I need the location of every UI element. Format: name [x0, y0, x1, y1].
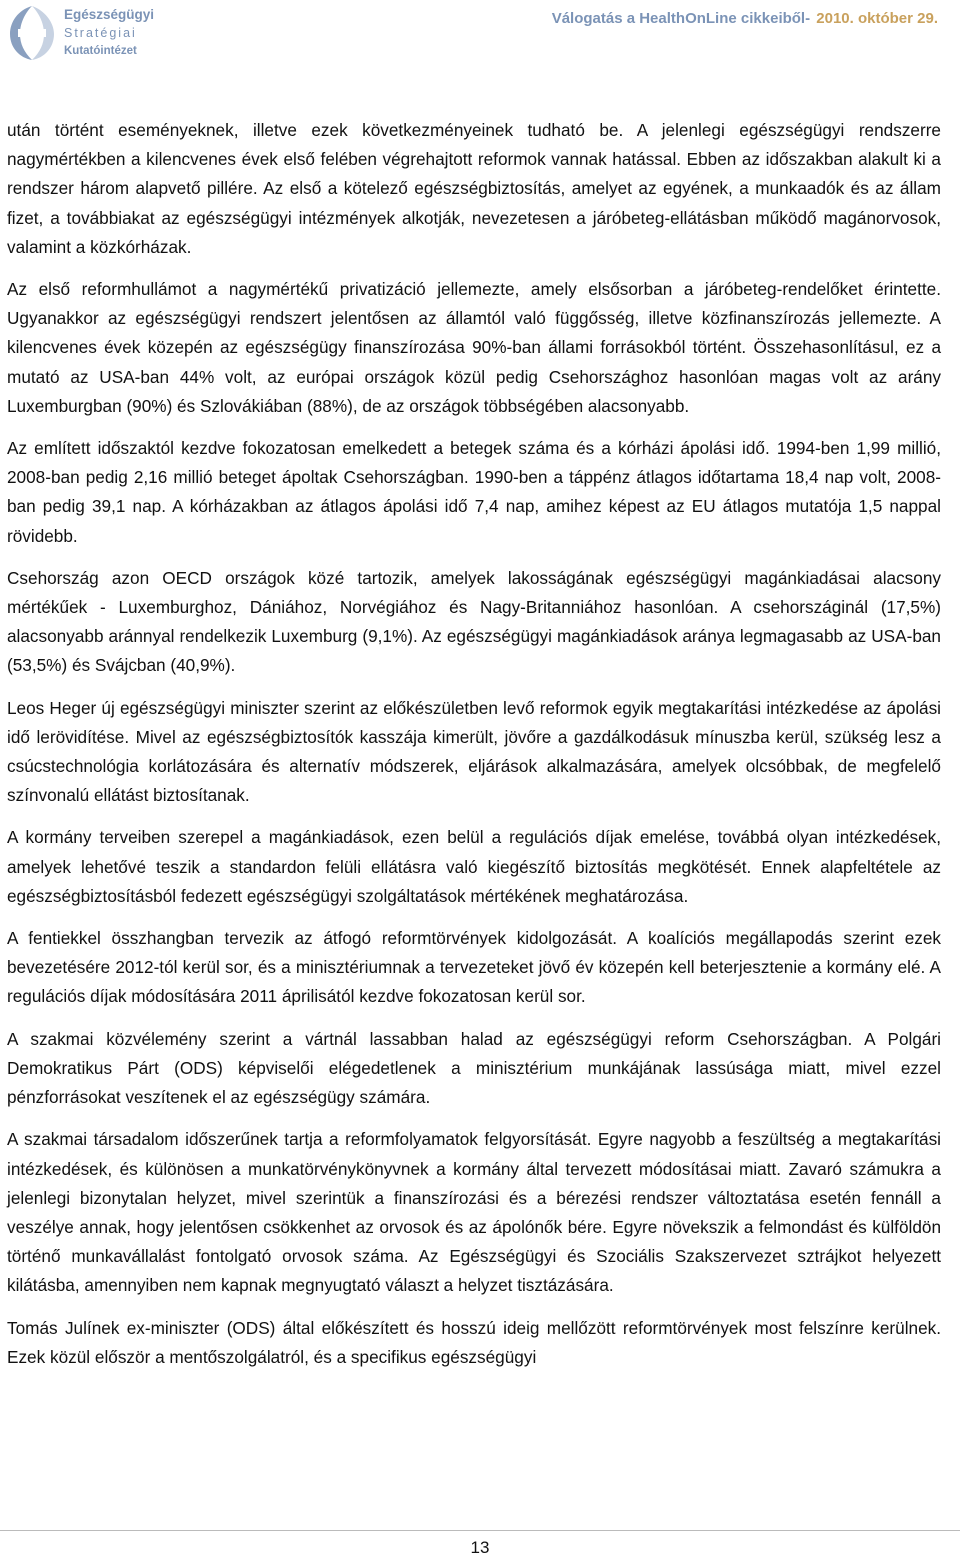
paragraph: után történt eseményeknek, illetve ezek következményeinek tudható be. A jelenlegi egészségügyi rendszerre nagymértékben a kilencvenes évek első felében végrehajtott reformok vannak hatással. Ebben az időszakban alakult ki a rendszer három alapvető pillére. Az első a kötelező egészségbiztosítás, amelyet az egyének, a munkaadók és az állam fizet, a továbbiakat az egészségügyi intézmények alkotják, nevezetesen a járóbeteg-ellátásban működő magánorvosok, valamint a közkórházak.	[7, 120, 941, 257]
paragraph: A kormány terveiben szerepel a magánkiadások, ezen belül a regulációs díjak emelése, továbbá olyan intézkedések, amelyek lehetővé teszik a standardon felüli ellátásra való kiegészítő biztosítás megkötését. Ennek alapfeltétele az egészségbiztosításból fedezett egészségügyi szolgáltatások mértékének meghatározása.	[7, 827, 941, 906]
page-number: 13	[470, 1538, 490, 1557]
paragraph: A szakmai közvélemény szerint a vártnál lassabban halad az egészségügyi reform Csehországban. A Polgári Demokratikus Párt (ODS) képviselői elégedetlenek a minisztérium munkájának lassúsága miatt, mivel ezzel pénzforrásokat veszítenek el az egészségügy számára.	[7, 1028, 941, 1108]
footer-divider	[0, 1530, 960, 1531]
logo-line-1: Egészségügyi	[64, 7, 155, 22]
header-title	[552, 10, 938, 27]
paragraph: Csehország azon OECD országok közé tartozik, amelyek lakosságának egészségügyi magánkiadásai alacsony mértékűek - Luxemburghoz, Dániához, Norvégiához és Nagy-Britanniához hasonlóan. A csehországinál (17,5%) alacsonyabb aránnyal rendelkezik Luxemburg (9,1%). Az egészségügyi magánkiadások aránya legmagasabb az USA-ban (53,5%) és Svájcban (40,9%).	[7, 567, 941, 676]
logo-emblem-icon	[6, 4, 58, 62]
paragraph: Az első reformhullámot a nagymértékű privatizáció jellemezte, amely elsősorban a járóbeteg-rendelőket érintette. Ugyanakkor az egészségügyi rendszert jelentősen az államtól való függősség, illetve közfinanszírozás jellemezte. A kilencvenes évek közepén az egészségügy finanszírozása 90%-ban állami forrásokból történt. Összehasonlításul, ez a mutató az USA-ban 44% volt, az európai országok közül pedig Csehországhoz hasonlóan magas volt az arány Luxemburgban (90%) és Szlovákiában (88%), de az országok többségében alacsonyabb.	[7, 279, 941, 416]
header-date: 2010. október 29.	[816, 10, 938, 27]
paragraph: A fentiekkel összhangban tervezik az átfogó reformtörvények kidolgozását. A koalíciós megállapodás szerint ezek bevezetésére 2012-tól kerül sor, és a minisztériumnak a tervezeteket jövő év közepén kell beterjesztenie a kormány elé. A regulációs díjak módosítására 2011 áprilisától kezdve fokozatosan kerül sor.	[7, 928, 941, 1007]
article-body	[7, 116, 941, 1385]
institute-logo	[6, 4, 155, 64]
header-source: Válogatás a HealthOnLine cikkeiből-	[551, 10, 811, 27]
logo-line-3: Kutatóintézet	[64, 45, 137, 57]
paragraph: Tomás Julínek ex-miniszter (ODS) által előkészített és hosszú ideig mellőzött reformtörvények most felszínre kerülnek. Ezek közül először a mentőszolgálatról, és a specifikus egészségügyi	[7, 1317, 941, 1367]
paragraph: Az említett időszaktól kezdve fokozatosan emelkedett a betegek száma és a kórházi ápolási idő. 1994-ben 1,99 millió, 2008-ban pedig 2,16 millió beteget ápoltak Csehországban. 1990-ben a táppénz átlagos időtartama 18,4 nap volt, 2008-ban pedig 39,1 nap. A kórházakban az átlagos ápolási idő 7,4 nap, amihez képest az EU átlagos mutatója 1,5 nappal rövidebb.	[7, 438, 941, 546]
logo-line-2: Stratégiai	[64, 26, 137, 40]
paragraph: A szakmai társadalom időszerűnek tartja a reformfolyamatok felgyorsítását. Egyre nagyobb a feszültség a megtakarítási intézkedések, és különösen a munkatörvénykönyvnek a kormány által tervezett módosításai miatt. Zavaró számukra a jelenlegi bizonytalan helyzet, mivel szerintük a finanszírozási és a bérezési rendszer változtatása esetén fennáll a veszélye annak, hogy jelentősen csökkenhet az orvosok és az ápolónők bére. Egyre növekszik a felmondást és külföldön történő munkavállalást fontolgató orvosok száma. Az Egészségügyi és Szociális Szakszervezet sztrájkot helyezett kilátásba, amennyiben nem kapnak megnyugtató választ a helyzet tisztázására.	[7, 1129, 941, 1296]
page-header	[0, 0, 960, 70]
paragraph: Leos Heger új egészségügyi miniszter szerint az előkészületben levő reformok egyik megtakarítási intézkedése az ápolási idő lerövidítése. Mivel az egészségbiztosítók kasszája kimerült, jövőre a gazdálkodásuk mínuszba kerül, szükség lesz a csúcstechnológia korlátozására és alternatív módszerek, eljárások alkalmazására, amelyek olcsóbbak, de megfelelő színvonalú ellátást biztosítanak.	[7, 697, 941, 806]
